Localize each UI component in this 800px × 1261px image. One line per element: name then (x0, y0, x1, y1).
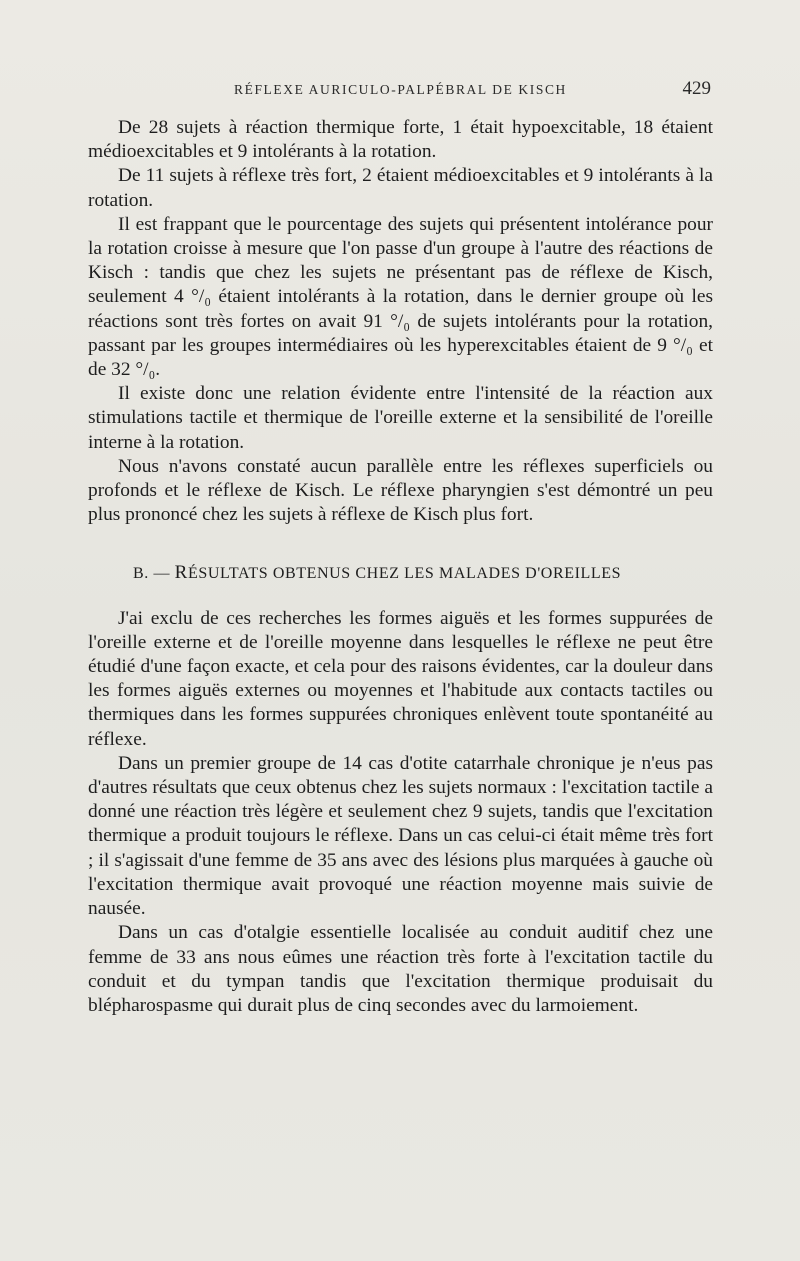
section-title-initial: R (174, 562, 188, 584)
paragraph: De 11 sujets à réflexe très fort, 2 étaient médioexcitables et 9 intolérants à la rotation. (88, 165, 713, 211)
running-head (88, 78, 713, 102)
paragraph: Il existe donc une relation évidente entre l'intensité de la réaction aux stimulations tactile et thermique de l'oreille externe et la sensibilité de l'oreille interne à la rotation. (88, 383, 713, 453)
paragraph: De 28 sujets à réaction thermique forte, 1 était hypoexcitable, 18 étaient médioexcitables et 9 intolérants à la rotation. (88, 117, 713, 163)
section-title-rest: ÉSULTATS OBTENUS CHEZ LES MALADES D'OREILLES (187, 565, 622, 583)
paragraph: Dans un cas d'otalgie essentielle localisée au conduit auditif chez une femme de 33 ans nous eûmes une réaction très forte à l'excitation tactile du conduit et du tympan tandis que l'excitation thermique produisait du blépharospasme qui durait plus de cinq secondes avec du larmoiement. (88, 922, 713, 1016)
body-text (88, 116, 713, 1018)
paragraph: J'ai exclu de ces recherches les formes aiguës et les formes suppurées de l'oreille externe et de l'oreille moyenne dans lesquelles le réflexe ne peut être étudié d'une façon exacte, et cela pour des raisons évidentes, car la douleur dans les formes aiguës externes ou moyennes et l'habitude aux contacts tactiles ou thermiques dans les formes suppurées chroniques enlèvent toute spontanéité au réflexe. (88, 607, 713, 750)
section-prefix: B. — (133, 565, 175, 583)
paragraph: Il est frappant que le pourcentage des sujets qui présentent intolérance pour la rotation croisse à mesure que l'on passe d'un groupe à l'autre des réactions de Kisch : tandis que chez les sujets ne présentant pas de réflexe de Kisch, seulement 4 °/₀ étaient intolérants à la rotation, dans le dernier groupe où les réactions sont très fortes on avait 91 °/₀ de sujets intolérants pour la rotation, passant par les groupes intermédiaires où les hyperexcitables étaient de 9 °/₀ et de 32 °/₀. (88, 213, 713, 381)
running-title: RÉFLEXE AURICULO-PALPÉBRAL DE KISCH (234, 82, 567, 97)
page-number: 429 (682, 78, 711, 99)
section-heading (88, 561, 713, 586)
paragraph: Dans un premier groupe de 14 cas d'otite catarrhale chronique je n'eus pas d'autres résultats que ceux obtenus chez les sujets normaux : l'excitation tactile a donné une réaction très légère et seulement chez 9 sujets, tandis que l'excitation thermique a produit toujours le réflexe. Dans un cas celui-ci était même très fort ; il s'agissait d'une femme de 35 ans avec des lésions plus marquées à gauche où l'excitation thermique avait provoqué une réaction moyenne mais suivie de nausée. (88, 752, 713, 920)
paragraph: Nous n'avons constaté aucun parallèle entre les réflexes superficiels ou profonds et le réflexe de Kisch. Le réflexe pharyngien s'est démontré un peu plus prononcé chez les sujets à réflexe de Kisch plus fort. (88, 455, 713, 526)
